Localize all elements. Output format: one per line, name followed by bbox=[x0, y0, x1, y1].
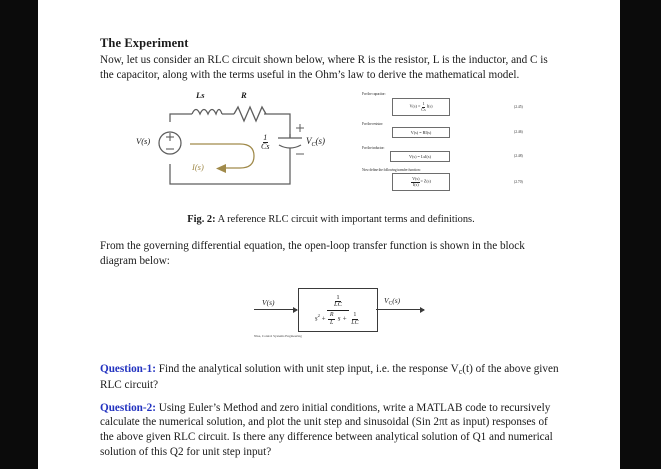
current-arrow-head bbox=[216, 164, 226, 173]
question-1-text-before: Find the analytical solution with unit step input, i.e. the response V bbox=[155, 363, 459, 376]
definition-capacitor: For the capacitor: V(s) = $\frac{1}{Cs}$ I(s) (2.45) bbox=[362, 92, 552, 96]
definition-capacitor-box bbox=[392, 98, 450, 116]
definition-resistor: For the resistor: V(s) = RI(s) (2.46) bbox=[362, 122, 552, 126]
resistor-label: R bbox=[241, 90, 247, 101]
definition-inductor: For the inductor: V(s) = LsI(s) (2.48) bbox=[362, 146, 552, 150]
inductor-label: Ls bbox=[196, 90, 205, 101]
block-diagram-credit-note: Nise, Control Systems Engineering bbox=[254, 334, 302, 339]
block-diagram-input-arrow bbox=[254, 309, 297, 310]
block-diagram-input-label: V(s) bbox=[262, 298, 275, 308]
tf-denominator: $s^2$ + $\frac{R}{L}$ s + $\frac{1}{LC}$ bbox=[314, 312, 359, 326]
block-diagram-output-arrow bbox=[376, 309, 424, 310]
question-2-text: Using Euler’s Method and zero initial conditions, write a MATLAB code to recursively calculate the numerical solution, and plot the unit step and sinusoidal (Sin 2πt as input) responses of the above given RLC circuit. Is there any difference between analytical solution of Q1 and numerical solution of this Q2 for unit step input? bbox=[100, 401, 553, 458]
definition-resistor-box bbox=[392, 127, 450, 138]
definition-transfer-function-equation: $\frac{V(s)}{I(s)}$ = Z(s) bbox=[412, 176, 431, 187]
block-diagram bbox=[252, 282, 437, 346]
block-diagram-figure bbox=[100, 280, 562, 352]
question-1-subscript: c bbox=[458, 367, 463, 377]
figure-2 bbox=[100, 90, 562, 208]
figure-2-caption-text: A reference RLC circuit with important terms and definitions. bbox=[215, 214, 475, 226]
capacitor-impedance-label: $\frac{1}{Cs}$ bbox=[260, 133, 270, 152]
transfer-paragraph: From the governing differential equation, the open-loop transfer function is shown in the block diagram below: bbox=[100, 240, 525, 267]
question-2-label: Question-2: bbox=[100, 401, 156, 414]
definition-transfer-function-box bbox=[392, 173, 450, 191]
definition-transfer-function-number: (2.70) bbox=[514, 180, 523, 185]
block-diagram-output-label: $V_C(s)$ bbox=[384, 296, 401, 307]
right-letterbox-bar bbox=[620, 0, 661, 469]
left-letterbox-bar bbox=[0, 0, 38, 469]
definition-capacitor-number: (2.45) bbox=[514, 105, 523, 110]
tf-numerator: $\frac{1}{LC}$ bbox=[327, 295, 350, 312]
document-content bbox=[100, 36, 562, 462]
definition-inductor-number: (2.48) bbox=[514, 154, 523, 159]
definitions-column bbox=[362, 90, 552, 198]
intro-paragraph: Now, let us consider an RLC circuit shown below, where R is the resistor, L is the inductor, and C is the capacitor, along with the terms useful in the Ohm’s law to derive the mathematical model. bbox=[100, 54, 548, 81]
question-1-text-after: (t) of the above given RLC circuit? bbox=[100, 363, 559, 391]
capacitor-voltage-label: $V_C(s)$ bbox=[306, 136, 326, 149]
section-title: The Experiment bbox=[100, 36, 189, 50]
figure-2-caption-label: Fig. 2: bbox=[187, 214, 216, 226]
definition-inductor-box bbox=[390, 151, 450, 162]
figure-2-caption bbox=[100, 214, 562, 225]
definition-resistor-number: (2.46) bbox=[514, 130, 523, 135]
definition-inductor-equation: V(s) = LsI(s) bbox=[409, 153, 431, 159]
current-label: I(s) bbox=[192, 162, 204, 173]
transfer-function-block bbox=[298, 288, 378, 332]
rlc-circuit-schematic bbox=[136, 90, 333, 198]
paper-sheet bbox=[38, 0, 620, 469]
definition-transfer-function: Now define the following transfer function: $\frac{V(s)}{I(s)}$ = Z(s) (2.70) bbox=[362, 168, 552, 172]
definition-capacitor-equation: V(s) = $\frac{1}{Cs}$ I(s) bbox=[409, 101, 433, 112]
question-1-label: Question-1: bbox=[100, 363, 156, 376]
question-1 bbox=[100, 362, 562, 392]
question-2 bbox=[100, 401, 562, 460]
transfer-function-expression bbox=[312, 295, 364, 326]
source-voltage-label: V(s) bbox=[136, 136, 151, 147]
definition-resistor-equation: V(s) = RI(s) bbox=[410, 129, 432, 135]
